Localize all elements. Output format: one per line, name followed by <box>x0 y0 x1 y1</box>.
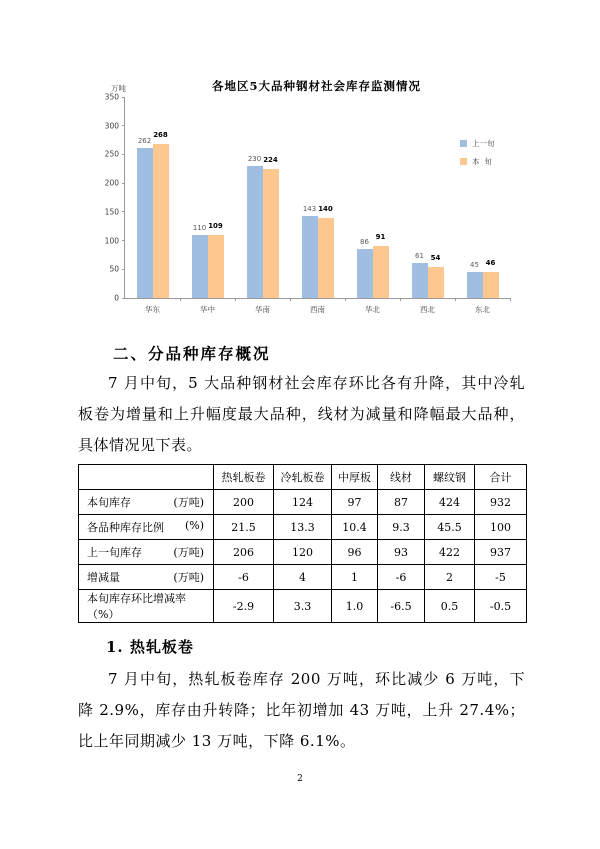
x-axis-category-label: 华北 <box>365 305 380 314</box>
bar-value-label: 46 <box>485 258 496 267</box>
table-header-cell: 中厚板 <box>332 465 378 490</box>
table-header-cell: 冷轧板卷 <box>274 465 332 490</box>
subsection-heading: 1. 热轧板卷 <box>106 638 194 656</box>
table-value-cell: -6 <box>214 565 274 590</box>
legend-swatch <box>460 158 467 165</box>
x-axis-category-label: 东北 <box>475 305 490 314</box>
table-value-cell: 932 <box>475 490 527 515</box>
bar-value-label: 224 <box>263 156 278 165</box>
table-value-cell: 937 <box>475 540 527 565</box>
table-value-cell: 21.5 <box>214 515 274 540</box>
table-value-cell: -2.9 <box>214 590 274 623</box>
bar-value-label: 91 <box>375 232 386 241</box>
row-unit: (%) <box>184 519 204 532</box>
bar-value-label: 54 <box>430 253 441 262</box>
bar-value-label: 262 <box>137 136 152 145</box>
y-axis-tick-label: 150 <box>104 207 119 217</box>
row-label: 各品种库存比例 <box>87 521 164 534</box>
subsection-paragraph-text: 7 月中旬，热轧板卷库存 200 万吨，环比减少 6 万吨，下降 2.9%，库存由升转降；比年初增加 43 万吨，上升 27.4%；比上年同期减少 13 万吨，下降 6.1%。 <box>78 670 525 750</box>
table-value-cell: 4 <box>274 565 332 590</box>
table-row <box>79 490 527 515</box>
table-value-cell: 1.0 <box>332 590 378 623</box>
bar-华北-上一旬 <box>357 249 373 298</box>
legend-label: 上一旬 <box>472 139 495 148</box>
table-value-cell: 120 <box>274 540 332 565</box>
table-value-cell: 97 <box>332 490 378 515</box>
table-value-cell: -5 <box>475 565 527 590</box>
table-value-cell: 9.3 <box>378 515 425 540</box>
legend-item <box>460 156 495 167</box>
table-header-cell: 热轧板卷 <box>214 465 274 490</box>
bar-华南-本旬 <box>263 169 279 298</box>
bar-value-label: 140 <box>318 204 333 213</box>
y-axis-tick-label: 200 <box>104 178 119 188</box>
row-label-cell <box>79 540 214 565</box>
table-row <box>79 565 527 590</box>
table-header-cell: 线材 <box>378 465 425 490</box>
bar-华中-上一旬 <box>192 235 208 298</box>
bar-value-label: 45 <box>470 261 479 270</box>
x-axis-tick-mark <box>455 298 456 301</box>
bar-华北-本旬 <box>373 246 389 298</box>
bar-华东-本旬 <box>153 144 169 298</box>
bar-东北-本旬 <box>483 272 499 298</box>
bar-value-label: 268 <box>153 131 168 140</box>
table-value-cell: 124 <box>274 490 332 515</box>
y-axis-tick-label: 100 <box>104 236 119 246</box>
table-value-cell: 424 <box>425 490 475 515</box>
inventory-table <box>78 464 527 623</box>
table-value-cell: 93 <box>378 540 425 565</box>
legend-swatch <box>460 140 467 147</box>
table-value-cell: -6.5 <box>378 590 425 623</box>
table-row <box>79 590 527 623</box>
row-label-cell <box>79 590 214 623</box>
bar-东北-上一旬 <box>467 272 483 298</box>
page-number: 2 <box>297 774 303 784</box>
table-value-cell: 13.3 <box>274 515 332 540</box>
row-label: 本旬库存 <box>87 496 131 509</box>
row-label: 上一旬库存 <box>87 546 142 559</box>
section-heading: 二、分品种库存概况 <box>113 344 271 363</box>
inventory-bar-chart <box>85 76 595 324</box>
table-value-cell: 100 <box>475 515 527 540</box>
bar-value-label: 109 <box>208 222 223 231</box>
bar-华东-上一旬 <box>137 148 153 298</box>
legend-label: 本 旬 <box>472 157 492 166</box>
x-axis-category-label: 华中 <box>200 305 215 314</box>
row-label-cell <box>79 515 214 540</box>
chart-plot-area <box>104 92 510 314</box>
table-value-cell: 206 <box>214 540 274 565</box>
x-axis-category-label: 西南 <box>310 305 325 314</box>
row-unit: (万吨) <box>173 571 204 584</box>
table-header-cell: 合计 <box>475 465 527 490</box>
x-axis-tick-mark <box>180 298 181 301</box>
row-label: 本旬库存环比增减率（%） <box>87 592 186 621</box>
x-axis-tick-mark <box>400 298 401 301</box>
table-value-cell: -6 <box>378 565 425 590</box>
row-label: 增减量 <box>87 571 120 584</box>
section-paragraph-text: 7 月中旬，5 大品种钢材社会库存环比各有升降，其中冷轧板卷为增量和上升幅度最大品种，线材为减量和降幅最大品种，具体情况见下表。 <box>78 374 525 454</box>
table-row <box>79 540 527 565</box>
table-header-row <box>79 465 527 490</box>
x-axis-category-label: 华南 <box>255 305 270 314</box>
table-value-cell: 10.4 <box>332 515 378 540</box>
table-header-cell <box>79 465 214 490</box>
table-value-cell: 2 <box>425 565 475 590</box>
row-label-cell <box>79 565 214 590</box>
y-axis-tick-label: 0 <box>114 293 119 303</box>
y-axis-tick-mark <box>122 154 125 155</box>
y-axis-tick-label: 50 <box>109 264 119 274</box>
x-axis-tick-mark <box>290 298 291 301</box>
y-axis-tick-label: 350 <box>104 92 119 102</box>
y-axis-tick-mark <box>122 240 125 241</box>
table-value-cell: -0.5 <box>475 590 527 623</box>
section-paragraph <box>78 368 525 461</box>
x-axis-category-label: 华东 <box>145 305 160 314</box>
y-axis-tick-mark <box>122 211 125 212</box>
x-axis-tick-mark <box>235 298 236 301</box>
bar-value-label: 110 <box>192 223 207 232</box>
y-axis-tick-mark <box>122 125 125 126</box>
bar-西北-本旬 <box>428 267 444 298</box>
y-axis-tick-mark <box>122 183 125 184</box>
table-value-cell: 200 <box>214 490 274 515</box>
x-axis-category-label: 西北 <box>420 305 435 314</box>
table-value-cell: 87 <box>378 490 425 515</box>
y-axis-tick-mark <box>122 97 125 98</box>
row-unit: (万吨) <box>173 496 204 509</box>
table-value-cell: 3.3 <box>274 590 332 623</box>
y-axis-tick-mark <box>122 298 125 299</box>
table-header-cell: 螺纹钢 <box>425 465 475 490</box>
bar-华中-本旬 <box>208 235 224 298</box>
row-label-cell <box>79 490 214 515</box>
subsection-paragraph <box>78 664 525 757</box>
legend-item <box>460 138 495 149</box>
table-value-cell: 45.5 <box>425 515 475 540</box>
bar-华南-上一旬 <box>247 166 263 298</box>
y-axis-tick-label: 250 <box>104 149 119 159</box>
table-value-cell: 422 <box>425 540 475 565</box>
bar-西南-本旬 <box>318 218 334 298</box>
x-axis-tick-mark <box>345 298 346 301</box>
row-unit: (万吨) <box>173 546 204 559</box>
bar-value-label: 143 <box>302 204 317 213</box>
bar-西北-上一旬 <box>412 263 428 298</box>
table-value-cell: 0.5 <box>425 590 475 623</box>
x-axis-tick-mark <box>510 298 511 301</box>
y-axis-tick-label: 300 <box>104 121 119 131</box>
chart-legend <box>460 138 495 174</box>
chart-title: 各地区5大品种钢材社会库存监测情况 <box>212 79 421 93</box>
bar-西南-上一旬 <box>302 216 318 298</box>
bar-value-label: 230 <box>247 154 262 163</box>
bar-value-label: 86 <box>360 237 369 246</box>
table-value-cell: 1 <box>332 565 378 590</box>
table-row <box>79 515 527 540</box>
table-value-cell: 96 <box>332 540 378 565</box>
y-axis-tick-mark <box>122 269 125 270</box>
y-axis-unit-label: 万吨 <box>111 84 126 93</box>
bar-value-label: 61 <box>415 251 424 260</box>
